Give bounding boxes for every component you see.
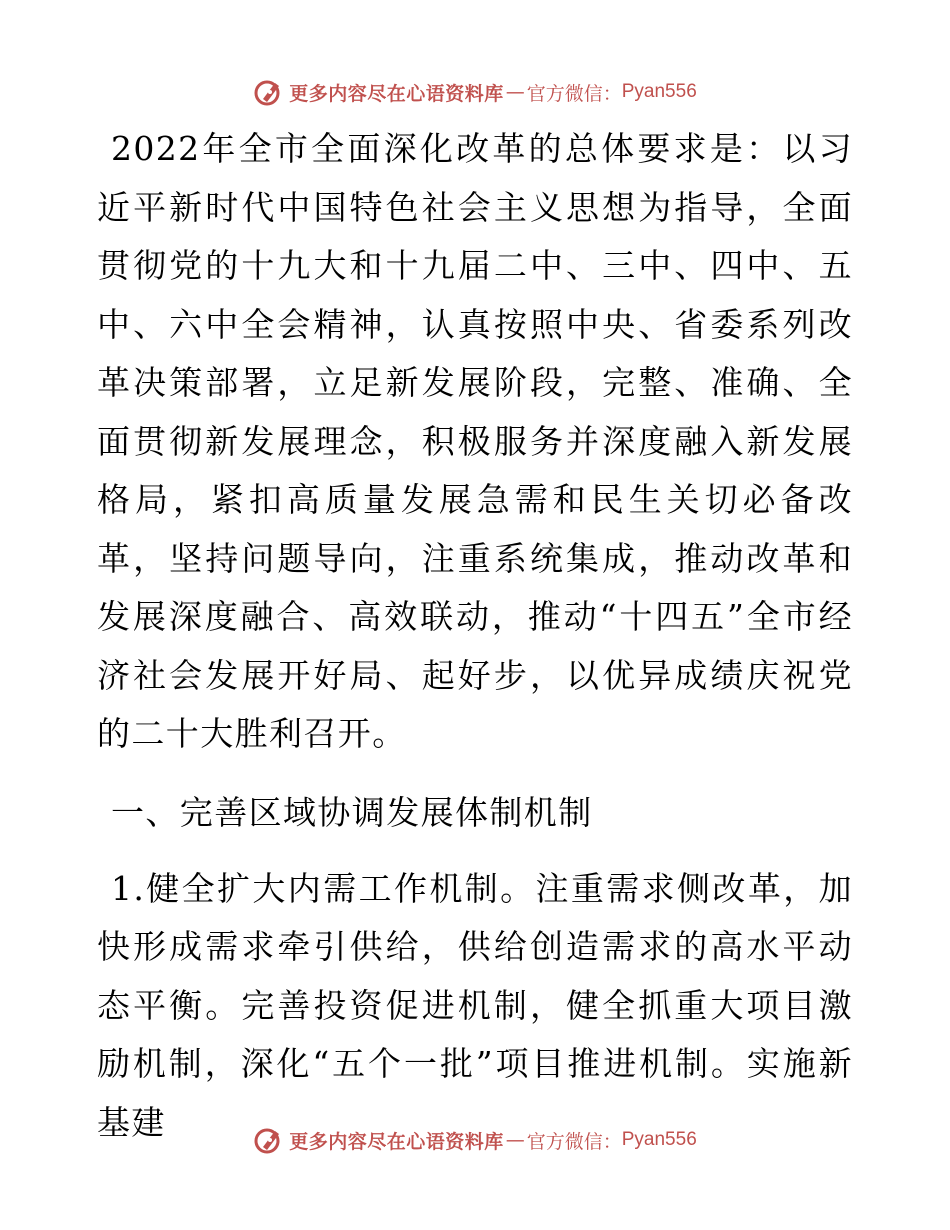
watermark-site-text: 更多内容尽在心语资料库	[289, 82, 504, 105]
watermark-site-text: 更多内容尽在心语资料库	[289, 1130, 504, 1153]
watermark-wechat-id: Pyan556	[621, 81, 697, 102]
watermark-wechat-label: 官方微信：	[526, 1130, 622, 1153]
watermark-wechat-id: Pyan556	[621, 1129, 697, 1150]
watermark-footer	[0, 1120, 950, 1160]
document-body	[97, 120, 853, 1152]
watermark-header	[0, 72, 950, 112]
section-heading: 一、完善区域协调发展体制机制	[111, 792, 593, 832]
watermark-separator: —	[505, 81, 525, 103]
pen-nib-logo-icon	[253, 1125, 283, 1155]
intro-paragraph: 2022年全市全面深化改革的总体要求是：以习近平新时代中国特色社会主义思想为指导，全面贯彻党的十九大和十九届二中、三中、四中、五中、六中全会精神，认真按照中央、省委系列改革决策部署，立足新发展阶段，完整、准确、全面贯彻新发展理念，积极服务并深度融入新发展格局，紧扣高质量发展急需和民生关切必备改革，坚持问题导向，注重系统集成，推动改革和发展深度融合、高效联动，推动“十四五”全市经济社会发展开好局、起好步，以优异成绩庆祝党的二十大胜利召开。	[97, 129, 853, 753]
watermark-wechat-label: 官方微信：	[526, 82, 622, 105]
item-paragraph: 1.健全扩大内需工作机制。注重需求侧改革，加快形成需求牵引供给，供给创造需求的高水平动态平衡。完善投资促进机制，健全抓重大项目激励机制，深化“五个一批”项目推进机制。实施新基建	[97, 868, 853, 1142]
pen-nib-logo-icon	[253, 77, 283, 107]
watermark-separator: —	[505, 1129, 525, 1151]
